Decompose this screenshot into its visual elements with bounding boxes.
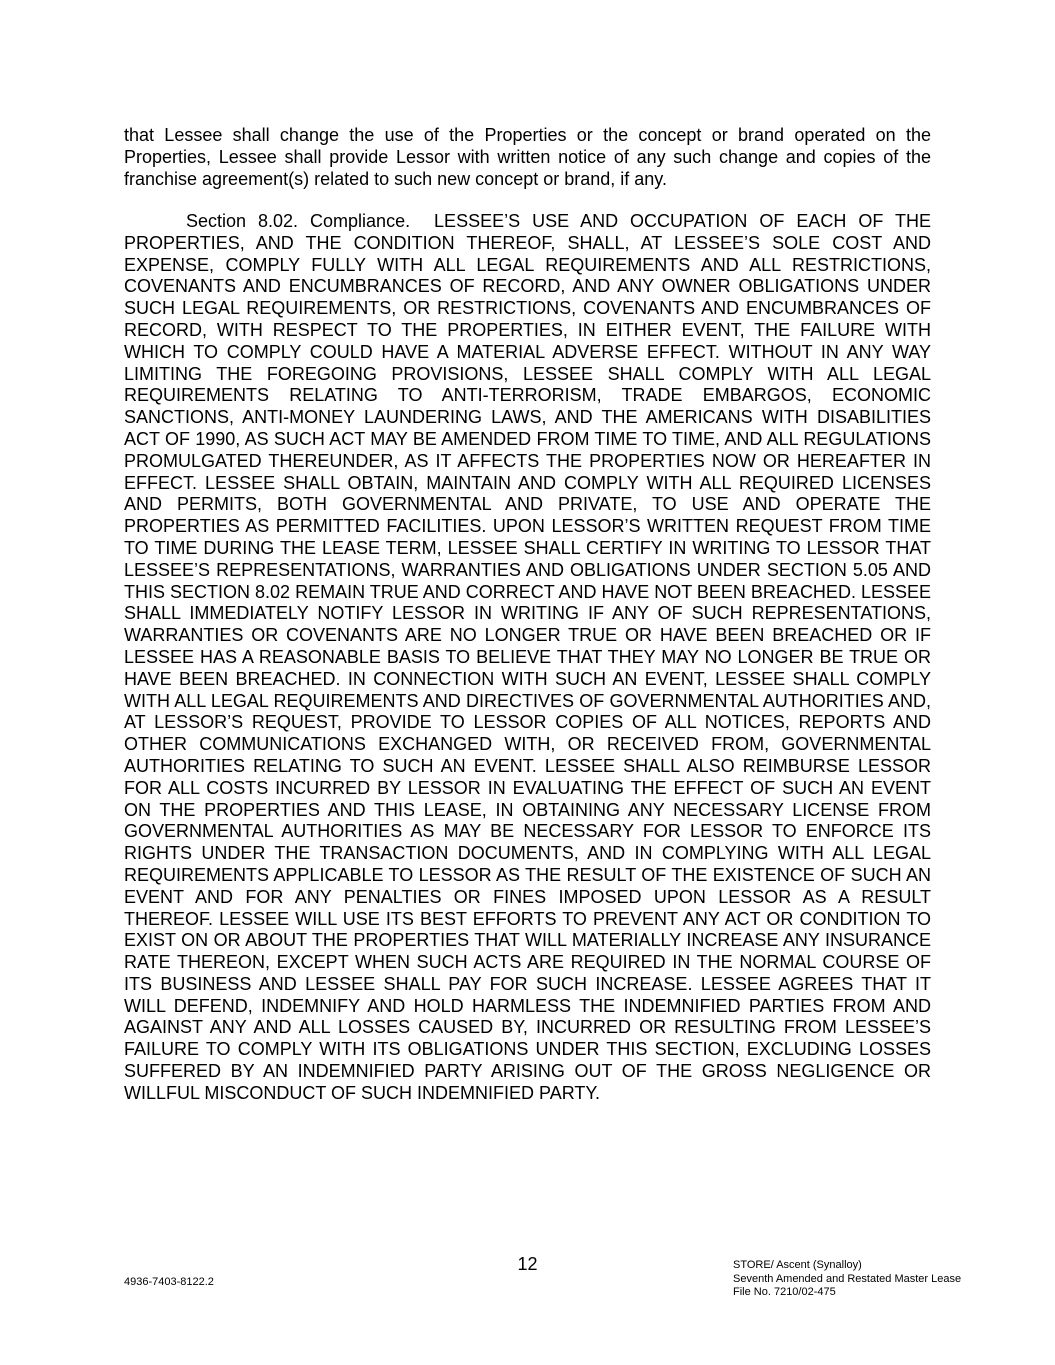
- section-heading: Section 8.02. Compliance.: [186, 211, 411, 231]
- footer-line-2: Seventh Amended and Restated Master Lease: [733, 1272, 962, 1285]
- paragraph-continuation: that Lessee shall change the use of the Properties or the concept or brand operated on the Properties, Lessee shall provide Lessor with written notice of any such change and copies of the franchise agreement(s) related to such new concept or brand, if any.: [124, 125, 931, 189]
- section-body: LESSEE’S USE AND OCCUPATION OF EACH OF THE PROPERTIES, AND THE CONDITION THEREOF, SHALL, AT LESSEE’S SOLE COST AND EXPENSE, COMPLY FULLY WITH ALL LEGAL REQUIREMENTS AND ALL RESTRICTIONS, COVENANTS AND ENCUMBRANCES OF RECORD, AND ANY OWNER OBLIGATIONS UNDER SUCH LEGAL REQUIREMENTS, OR RESTRICTIONS, COVENANTS AND ENCUMBRANCES OF RECORD, WITH RESPECT TO THE PROPERTIES, IN EITHER EVENT, THE FAILURE WITH WHICH TO COMPLY COULD HAVE A MATERIAL ADVERSE EFFECT. WITHOUT IN ANY WAY LIMITING THE FOREGOING PROVISIONS, LESSEE SHALL COMPLY WITH ALL LEGAL REQUIREMENTS RELATING TO ANTI-TERRORISM, TRADE EMBARGOS, ECONOMIC SANCTIONS, ANTI-MONEY LAUNDERING LAWS, AND THE AMERICANS WITH DISABILITIES ACT OF 1990, AS SUCH ACT MAY BE AMENDED FROM TIME TO TIME, AND ALL REGULATIONS PROMULGATED THEREUNDER, AS IT AFFECTS THE PROPERTIES NOW OR HEREAFTER IN EFFECT. LESSEE SHALL OBTAIN, MAINTAIN AND COMPLY WITH ALL REQUIRED LICENSES AND PERMITS, BOTH GOVERNMENTAL AND PRIVATE, TO USE AND OPERATE THE PROPERTIES AS PERMITTED FACILITIES. UPON LESSOR’S WRITTEN REQUEST FROM TIME TO TIME DURING THE LEASE TERM, LESSEE SHALL CERTIFY IN WRITING TO LESSOR THAT LESSEE’S REPRESENTATIONS, WARRANTIES AND OBLIGATIONS UNDER SECTION 5.05 AND THIS SECTION 8.02 REMAIN TRUE AND CORRECT AND HAVE NOT BEEN BREACHED. LESSEE SHALL IMMEDIATELY NOTIFY LESSOR IN WRITING IF ANY OF SUCH REPRESENTATIONS, WARRANTIES OR COVENANTS ARE NO LONGER TRUE OR HAVE BEEN BREACHED OR IF LESSEE HAS A REASONABLE BASIS TO BELIEVE THAT THEY MAY NO LONGER BE TRUE OR HAVE BEEN BREACHED. IN CONNECTION WITH SUCH AN EVENT, LESSEE SHALL COMPLY WITH ALL LEGAL REQUIREMENTS AND DIRECTIVES OF GOVERNMENTAL AUTHORITIES AND, AT LESSOR’S REQUEST, PROVIDE TO LESSOR COPIES OF ALL NOTICES, REPORTS AND OTHER COMMUNICATIONS EXCHANGED WITH, OR RECEIVED FROM, GOVERNMENTAL AUTHORITIES RELATING TO SUCH AN EVENT. LESSEE SHALL ALSO REIMBURSE LESSOR FOR ALL COSTS INCURRED BY LESSOR IN EVALUATING THE EFFECT OF SUCH AN EVENT ON THE PROPERTIES AND THIS LEASE, IN OBTAINING ANY NECESSARY LICENSE FROM GOVERNMENTAL AUTHORITIES AS MAY BE NECESSARY FOR LESSOR TO ENFORCE ITS RIGHTS UNDER THE TRANSACTION DOCUMENTS, AND IN COMPLYING WITH ALL LEGAL REQUIREMENTS APPLICABLE TO LESSOR AS THE RESULT OF THE EXISTENCE OF SUCH AN EVENT AND FOR ANY PENALTIES OR FINES IMPOSED UPON LESSOR AS A RESULT THEREOF. LESSEE WILL USE ITS BEST EFFORTS TO PREVENT ANY ACT OR CONDITION TO EXIST ON OR ABOUT THE PROPERTIES THAT WILL MATERIALLY INCREASE ANY INSURANCE RATE THEREON, EXCEPT WHEN SUCH ACTS ARE REQUIRED IN THE NORMAL COURSE OF ITS BUSINESS AND LESSEE SHALL PAY FOR SUCH INCREASE. LESSEE AGREES THAT IT WILL DEFEND, INDEMNIFY AND HOLD HARMLESS THE INDEMNIFIED PARTIES FROM AND AGAINST ANY AND ALL LOSSES CAUSED BY, INCURRED OR RESULTING FROM LESSEE’S FAILURE TO COMPLY WITH ITS OBLIGATIONS UNDER THIS SECTION, EXCLUDING LOSSES SUFFERED BY AN INDEMNIFIED PARTY ARISING OUT OF THE GROSS NEGLIGENCE OR WILLFUL MISCONDUCT OF SUCH INDEMNIFIED PARTY.: [124, 211, 931, 1103]
- section-8-02-paragraph: [124, 211, 931, 1105]
- document-id: 4936-7403-8122.2: [124, 1276, 214, 1288]
- page-number: 12: [517, 1254, 538, 1274]
- footer-line-3: File No. 7210/02-475: [733, 1286, 836, 1298]
- footer-line-1: STORE/ Ascent (Synalloy): [733, 1259, 862, 1271]
- footer-reference: [733, 1259, 961, 1300]
